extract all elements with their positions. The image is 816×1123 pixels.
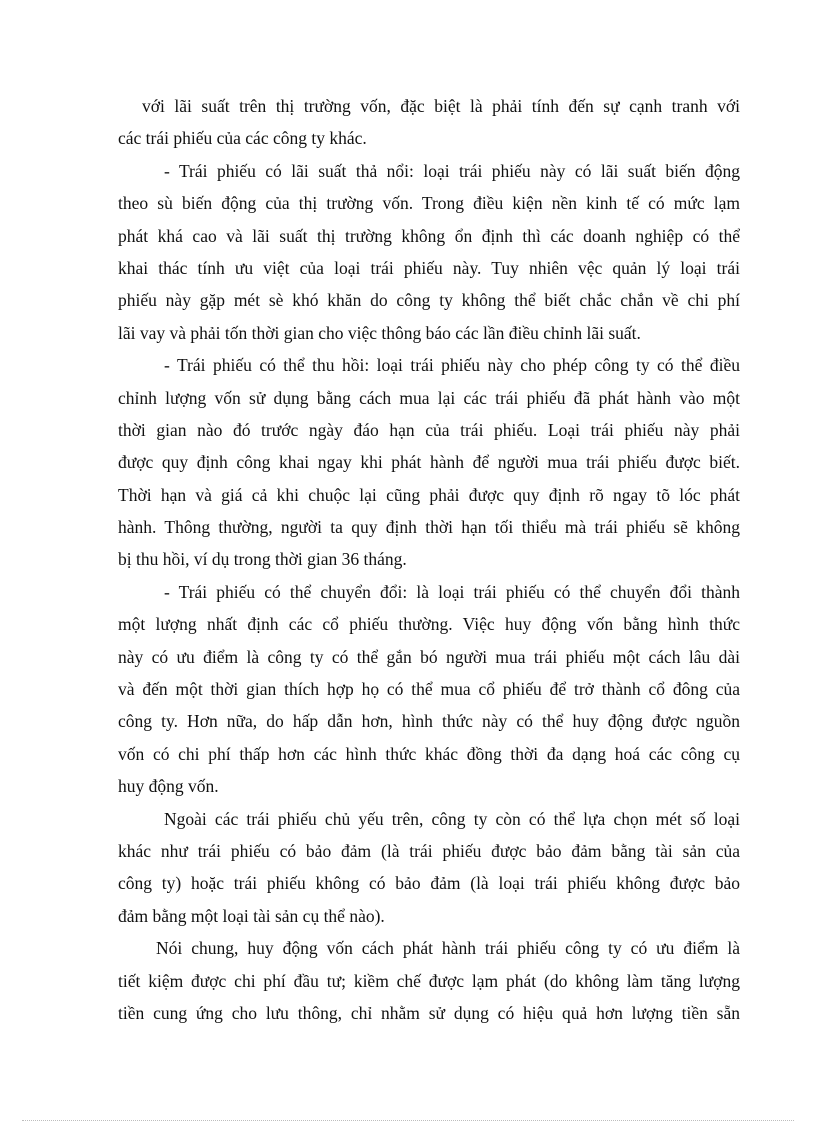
text-line: Ngoài các trái phiếu chủ yếu trên, công ty còn có thể lựa chọn mét số loại	[164, 808, 740, 829]
text-line: với lãi suất trên thị trường vốn, đặc biệt là phải tính đến sự cạnh tranh với	[142, 96, 740, 116]
text-line: khác như trái phiếu có bảo đảm (là trái phiếu được bảo đảm bằng tài sản của	[118, 840, 740, 861]
text-line: đảm bằng một loại tài sản cụ thể nào).	[118, 905, 385, 926]
text-line: công ty. Hơn nữa, do hấp dẫn hơn, hình thức này có thể huy động được nguồn	[118, 711, 740, 732]
text-line: lãi vay và phải tốn thời gian cho việc thông báo các lần điều chỉnh lãi suất.	[118, 322, 641, 343]
text-line: này có ưu điểm là công ty có thể gắn bó người mua trái phiếu một cách lâu dài	[118, 646, 740, 667]
text-line: Thời hạn và giá cả khi chuộc lại cũng phải được quy định rõ ngay tõ lóc phát	[118, 484, 740, 505]
text-line: một lượng nhất định các cổ phiếu thường. Việc huy động vốn bằng hình thức	[118, 614, 740, 635]
text-line: các trái phiếu của các công ty khác.	[118, 128, 367, 149]
text-line: chỉnh lượng vốn sử dụng bằng cách mua lại các trái phiếu đã phát hành vào một	[118, 387, 740, 408]
text-line: được quy định công khai ngay khi phát hành để người mua trái phiếu được biết.	[118, 452, 740, 473]
text-line: - Trái phiếu có lãi suất thả nổi: loại trái phiếu này có lãi suất biến động	[164, 160, 740, 181]
text-line: theo sù biến động của thị trường vốn. Trong điều kiện nền kinh tế có mức lạm	[118, 193, 740, 214]
text-line: huy động vốn.	[118, 776, 219, 797]
text-line: công ty) hoặc trái phiếu không có bảo đảm (là loại trái phiếu không được bảo	[118, 873, 740, 894]
text-line: tiền cung ứng cho lưu thông, chỉ nhằm sử dụng có hiệu quả hơn lượng tiền sẵn	[118, 1002, 740, 1023]
text-line: phát khá cao và lãi suất thị trường không ổn định thì các doanh nghiệp có thể	[118, 225, 740, 246]
text-line: vốn có chi phí thấp hơn các hình thức khác đồng thời đa dạng hoá các công cụ	[118, 743, 740, 764]
text-line: tiết kiệm được chi phí đầu tư; kiềm chế được lạm phát (do không làm tăng lượng	[118, 970, 740, 991]
text-line: bị thu hồi, ví dụ trong thời gian 36 tháng.	[118, 549, 407, 570]
page-bottom-divider	[22, 1120, 794, 1121]
text-line: phiếu này gặp mét sè khó khăn do công ty không thể biết chắc chắn về chi phí	[118, 290, 740, 311]
text-line: Nói chung, huy động vốn cách phát hành trái phiếu công ty có ưu điểm là	[156, 938, 740, 959]
body-text	[118, 90, 740, 1029]
text-line: hành. Thông thường, người ta quy định thời hạn tối thiểu mà trái phiếu sẽ không	[118, 517, 740, 538]
text-line: và đến một thời gian thích hợp họ có thể mua cổ phiếu để trở thành cổ đông của	[118, 679, 740, 700]
text-line: khai thác tính ưu việt của loại trái phiếu này. Tuy nhiên vệc quản lý loại trái	[118, 257, 740, 278]
text-line: thời gian nào đó trước ngày đáo hạn của trái phiếu. Loại trái phiếu này phải	[118, 419, 740, 440]
text-line: - Trái phiếu có thể thu hồi: loại trái phiếu này cho phép công ty có thể điều	[164, 355, 740, 376]
text-line: - Trái phiếu có thể chuyển đổi: là loại trái phiếu có thể chuyển đổi thành	[164, 581, 740, 602]
